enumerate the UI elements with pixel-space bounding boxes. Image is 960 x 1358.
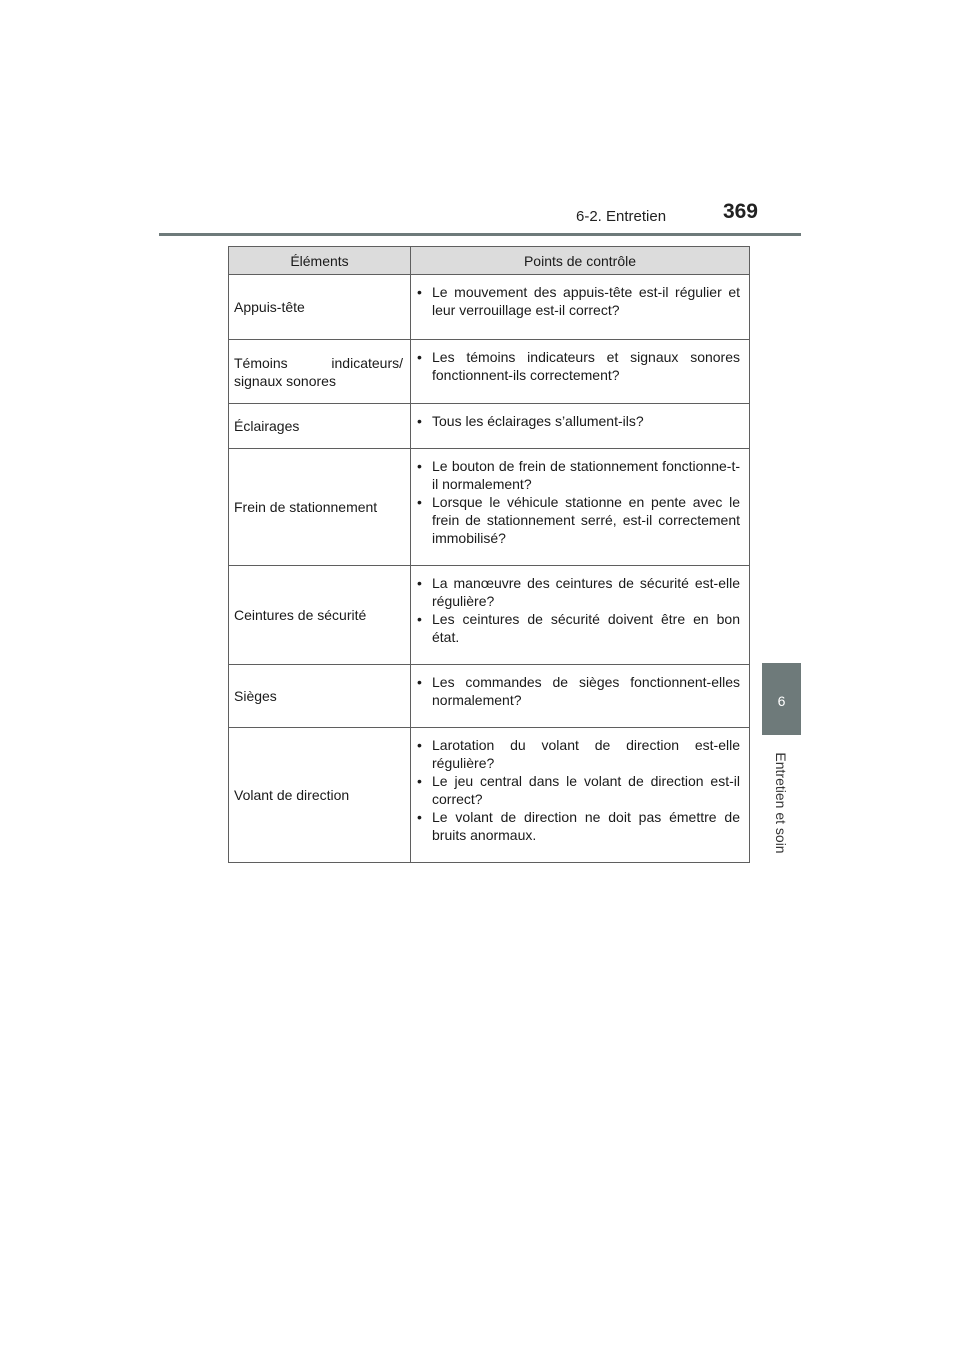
bullet-icon: • bbox=[417, 674, 422, 690]
header-rule bbox=[159, 233, 801, 236]
check-point-item bbox=[417, 493, 740, 547]
check-point-item bbox=[417, 736, 740, 772]
element-name-cell: Volant de direction bbox=[229, 728, 411, 863]
bullet-icon: • bbox=[417, 284, 422, 300]
check-point-item bbox=[417, 283, 740, 319]
inspection-table bbox=[228, 246, 750, 863]
check-points-cell bbox=[411, 566, 750, 665]
table-header-row bbox=[229, 247, 750, 275]
chapter-title: Entretien et soin bbox=[773, 752, 789, 854]
check-point-text: La manœuvre des ceintures de sécurité est-elle régulière? bbox=[432, 575, 740, 609]
element-name-cell: Frein de stationnement bbox=[229, 449, 411, 566]
check-point-text: Lorsque le véhicule stationne en pente avec le frein de stationnement serré, est-il correctement immobilisé? bbox=[432, 494, 740, 546]
check-point-item bbox=[417, 574, 740, 610]
check-point-text: Les témoins indicateurs et signaux sonores fonctionnent-ils correctement? bbox=[432, 349, 740, 383]
check-point-text: Le mouvement des appuis-tête est-il régulier et leur verrouillage est-il correct? bbox=[432, 284, 740, 318]
table-row bbox=[229, 449, 750, 566]
check-points-list bbox=[417, 348, 740, 384]
element-name-cell: Appuis-tête bbox=[229, 275, 411, 340]
check-point-text: Les commandes de sièges fonctionnent-elles normalement? bbox=[432, 674, 740, 708]
check-point-text: Tous les éclairages s’allument-ils? bbox=[432, 413, 644, 429]
bullet-icon: • bbox=[417, 349, 422, 365]
check-points-list bbox=[417, 412, 740, 430]
bullet-icon: • bbox=[417, 809, 422, 825]
table-row bbox=[229, 340, 750, 404]
element-name-cell: Ceintures de sécurité bbox=[229, 566, 411, 665]
check-point-item bbox=[417, 412, 740, 430]
check-point-item bbox=[417, 610, 740, 646]
bullet-icon: • bbox=[417, 575, 422, 591]
check-points-list bbox=[417, 457, 740, 547]
check-points-cell bbox=[411, 275, 750, 340]
check-points-cell bbox=[411, 728, 750, 863]
check-point-text: Larotation du volant de direction est-elle régulière? bbox=[432, 737, 740, 771]
check-points-list bbox=[417, 574, 740, 646]
check-point-text: Les ceintures de sécurité doivent être en bon état. bbox=[432, 611, 740, 645]
check-point-item bbox=[417, 348, 740, 384]
table-row bbox=[229, 665, 750, 728]
table-body bbox=[229, 275, 750, 863]
table-row bbox=[229, 566, 750, 665]
check-points-list bbox=[417, 736, 740, 844]
check-point-text: Le bouton de frein de stationnement fonctionne-t-il normalement? bbox=[432, 458, 740, 492]
table-row bbox=[229, 404, 750, 449]
page-number: 369 bbox=[722, 200, 758, 223]
bullet-icon: • bbox=[417, 458, 422, 474]
check-point-text: Le jeu central dans le volant de direction est-il correct? bbox=[432, 773, 740, 807]
table-row bbox=[229, 728, 750, 863]
check-point-item bbox=[417, 457, 740, 493]
column-header-elements: Éléments bbox=[229, 247, 411, 275]
element-name-cell: Éclairages bbox=[229, 404, 411, 449]
check-points-cell bbox=[411, 665, 750, 728]
element-name-cell: Sièges bbox=[229, 665, 411, 728]
section-label: 6-2. Entretien bbox=[576, 208, 667, 225]
check-points-cell bbox=[411, 404, 750, 449]
bullet-icon: • bbox=[417, 494, 422, 510]
check-points-cell bbox=[411, 449, 750, 566]
check-point-item bbox=[417, 772, 740, 808]
check-point-text: Le volant de direction ne doit pas émettre de bruits anormaux. bbox=[432, 809, 740, 843]
bullet-icon: • bbox=[417, 611, 422, 627]
check-points-list bbox=[417, 673, 740, 709]
check-points-list bbox=[417, 283, 740, 319]
check-point-item bbox=[417, 673, 740, 709]
running-head bbox=[560, 200, 760, 227]
bullet-icon: • bbox=[417, 737, 422, 753]
element-name-cell: Témoins indicateurs/ signaux sonores bbox=[229, 340, 411, 404]
bullet-icon: • bbox=[417, 773, 422, 789]
check-point-item bbox=[417, 808, 740, 844]
chapter-number: 6 bbox=[777, 693, 786, 709]
chapter-tab bbox=[762, 663, 801, 735]
bullet-icon: • bbox=[417, 413, 422, 429]
column-header-points: Points de contrôle bbox=[411, 247, 750, 275]
check-points-cell bbox=[411, 340, 750, 404]
table-row bbox=[229, 275, 750, 340]
